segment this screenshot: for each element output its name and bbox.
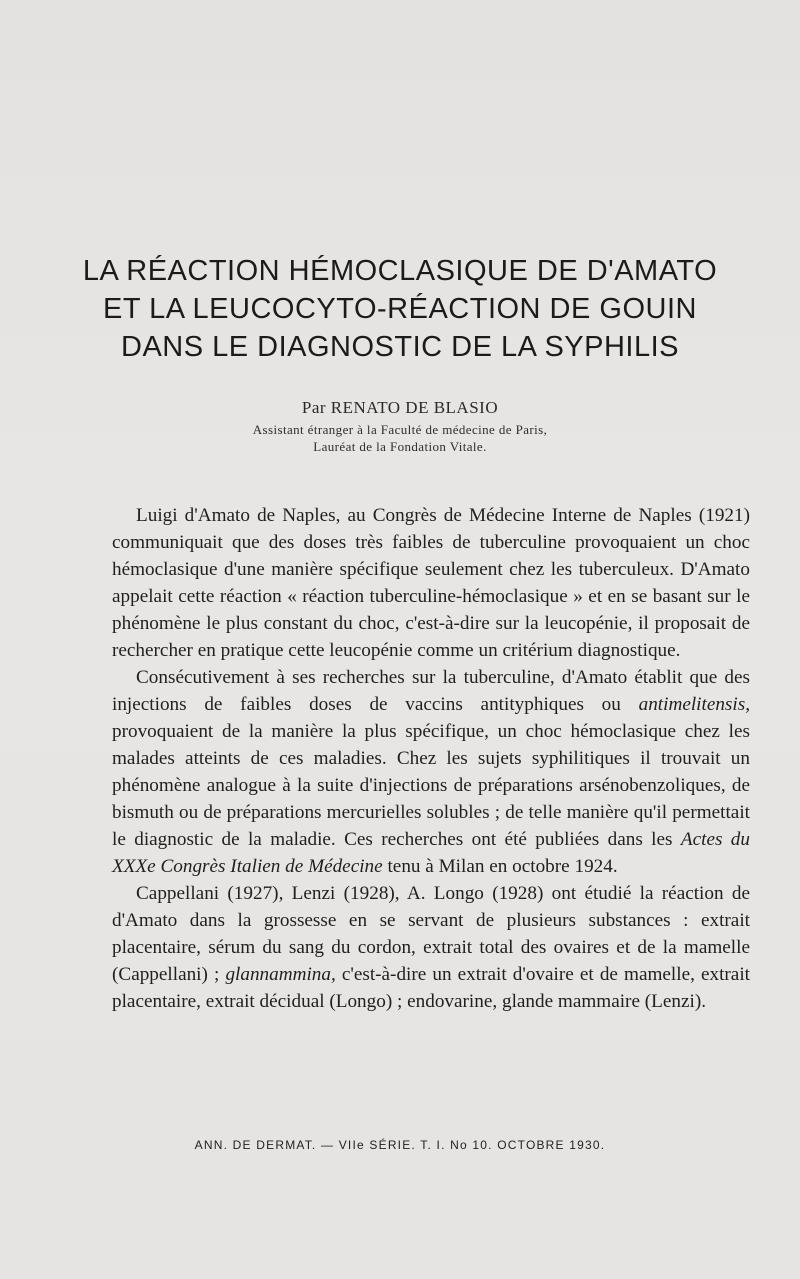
affiliation-line-1: Assistant étranger à la Faculté de médecine de Paris,	[252, 422, 548, 437]
paragraph-2-text-c: tenu à Milan en octobre 1924.	[382, 856, 618, 877]
title-line-1: LA RÉACTION HÉMOCLASIQUE DE D'AMATO	[82, 255, 718, 287]
article-body	[112, 502, 750, 1015]
paragraph-3	[112, 880, 750, 1015]
author-affiliation	[0, 421, 800, 455]
article-title	[0, 252, 800, 366]
paragraph-2-text-a: Consécutivement à ses recherches sur la tuberculine, d'Amato établit que des injections de faibles doses de vaccins antityphiques ou	[112, 667, 750, 715]
paragraph-3-text-b: c'est-à-dire un extrait d'ovaire et de mamelle, extrait placentaire, extrait décidual (Longo) ; endovarine, glande mammaire (Lenzi).	[112, 964, 750, 1012]
paragraph-2-italic-b: Actes du XXXe Congrès Italien de Médecine	[112, 829, 750, 877]
journal-footer: ANN. DE DERMAT. — VIIe SÉRIE. T. I. No 10. OCTOBRE 1930.	[194, 1138, 606, 1152]
paragraph-2-italic-a: antimelitensis,	[638, 694, 750, 715]
author-byline: Par RENATO DE BLASIO	[301, 398, 499, 417]
title-line-3: DANS LE DIAGNOSTIC DE LA SYPHILIS	[121, 331, 679, 363]
paragraph-1: Luigi d'Amato de Naples, au Congrès de Médecine Interne de Naples (1921) communiquait que des doses très faibles de tuberculine provoquaient un choc hémoclasique d'une manière spécifique seulement chez les tuberculeux. D'Amato appelait cette réaction « réaction tuberculine-hémoclasique » et en se basant sur le phénomène le plus constant du choc, c'est-à-dire sur la leucopénie, il proposait de rechercher en pratique cette leucopénie comme un critérium diagnostique.	[112, 505, 750, 661]
title-line-2: ET LA LEUCOCYTO-RÉACTION DE GOUIN	[103, 293, 697, 325]
paragraph-2	[112, 664, 750, 880]
paragraph-3-italic-a: glannammina,	[225, 964, 336, 985]
paragraph-2-text-b: provoquaient de la manière la plus spécifique, un choc hémoclasique chez les malades atteints de ces maladies. Chez les sujets syphilitiques il trouvait un phénomène analogue à la suite d'injections de préparations arsénobenzoliques, de bismuth ou de préparations mercurielles solubles ; de telle manière qu'il permettait le diagnostic de la maladie. Ces recherches ont été publiées dans les	[112, 721, 750, 850]
paragraph-3-text-a: Cappellani (1927), Lenzi (1928), A. Longo (1928) ont étudié la réaction de d'Amato dans la grossesse en se servant de plusieurs substances : extrait placentaire, sérum du sang du cordon, extrait total des ovaires et de la mamelle (Cappellani) ;	[112, 883, 750, 985]
affiliation-line-2: Lauréat de la Fondation Vitale.	[313, 439, 487, 454]
